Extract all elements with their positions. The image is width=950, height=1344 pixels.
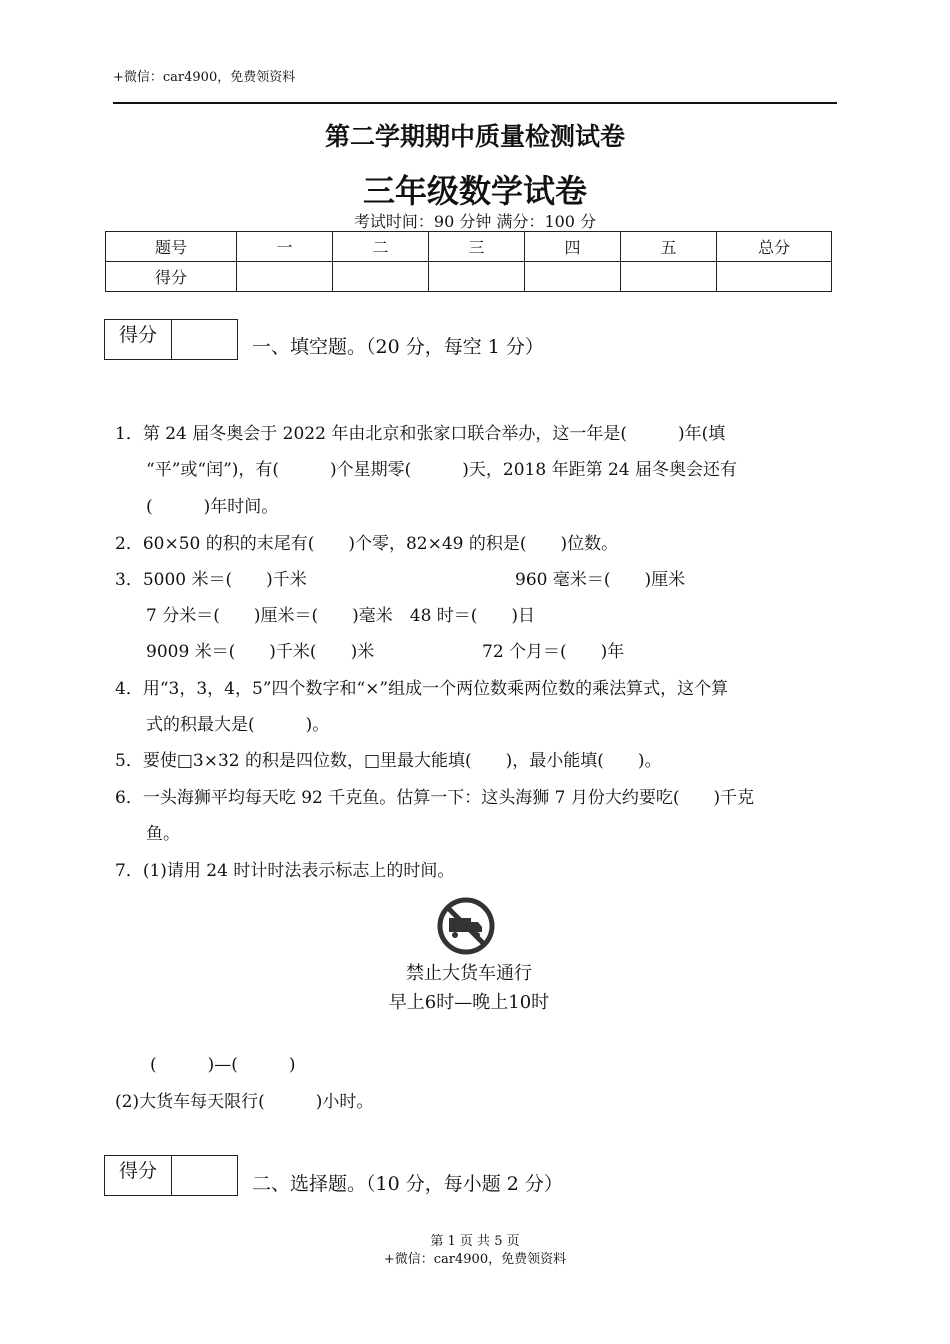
question-line: 960 毫米＝( )厘米 — [515, 570, 686, 590]
header-divider — [113, 102, 837, 104]
question-line: 2．60×50 的积的末尾有( )个零，82×49 的积是( )位数。 — [115, 534, 619, 554]
score-header-cell: 三 — [429, 232, 525, 262]
score-header-cell: 题号 — [106, 232, 237, 262]
score-table — [105, 231, 832, 292]
section2-score-label: 得分 — [105, 1156, 172, 1195]
score-header-cell: 四 — [525, 232, 621, 262]
section1-title: 一、填空题。（20 分，每空 1 分） — [252, 336, 544, 358]
score-header-cell: 总分 — [717, 232, 832, 262]
score-header-cell: 二 — [333, 232, 429, 262]
question-line: ( )年时间。 — [146, 497, 279, 517]
score-cell[interactable] — [429, 262, 525, 292]
question-line: 7 分米＝( )厘米＝( )毫米 48 时＝( )日 — [146, 606, 536, 626]
section1-score-box — [104, 319, 238, 360]
header-note: +微信：car4900，免费领资料 — [113, 70, 296, 85]
section1-score-label: 得分 — [105, 320, 172, 359]
score-cell[interactable] — [237, 262, 333, 292]
question-line: 7．(1)请用 24 时计时法表示标志上的时间。 — [115, 861, 455, 881]
question-line: 72 个月＝( )年 — [482, 642, 625, 662]
score-cell[interactable] — [525, 262, 621, 292]
question-line: 1．第 24 届冬奥会于 2022 年由北京和张家口联合举办，这一年是( )年(填 — [115, 424, 726, 444]
score-header-cell: 一 — [237, 232, 333, 262]
question-line: 4．用“3，3，4，5”四个数字和“×”组成一个两位数乘两位数的乘法算式，这个算 — [115, 679, 729, 699]
score-cell[interactable] — [621, 262, 717, 292]
score-cell[interactable] — [333, 262, 429, 292]
exam-subject-title: 三年级数学试卷 — [362, 172, 587, 210]
sign-caption-line1: 禁止大货车通行 — [406, 963, 532, 984]
score-row-label: 得分 — [106, 262, 237, 292]
section2-score-box — [104, 1155, 238, 1196]
question-line: “平”或“闰”)，有( )个星期零( )天，2018 年距第 24 届冬奥会还有 — [146, 460, 738, 480]
sign-caption-line2: 早上6时—晚上10时 — [388, 992, 550, 1013]
question-line: 3．5000 米＝( )千米 — [115, 570, 307, 590]
answer-line: ( )—( ) — [150, 1055, 296, 1075]
question-line: 9009 米＝( )千米( )米 — [146, 642, 375, 662]
score-cell[interactable] — [717, 262, 832, 292]
exam-time-score: 考试时间：90 分钟 满分：100 分 — [353, 212, 597, 231]
no-truck-sign-icon — [437, 897, 495, 955]
question-line: (2)大货车每天限行( )小时。 — [115, 1092, 374, 1112]
footer-note: +微信：car4900，免费领资料 — [383, 1252, 567, 1267]
score-table-header-row — [106, 232, 832, 262]
score-header-cell: 五 — [621, 232, 717, 262]
question-line: 5．要使□3×32 的积是四位数，□里最大能填( )，最小能填( )。 — [115, 751, 662, 771]
exam-title: 第二学期期中质量检测试卷 — [324, 122, 625, 151]
question-line: 鱼。 — [146, 824, 180, 844]
section2-title: 二、选择题。（10 分，每小题 2 分） — [252, 1173, 563, 1195]
page-number: 第 1 页 共 5 页 — [430, 1234, 520, 1249]
question-line: 式的积最大是( )。 — [146, 715, 330, 735]
score-table-score-row — [106, 262, 832, 292]
question-line: 6．一头海狮平均每天吃 92 千克鱼。估算一下：这头海狮 7 月份大约要吃( )千克 — [115, 788, 755, 808]
